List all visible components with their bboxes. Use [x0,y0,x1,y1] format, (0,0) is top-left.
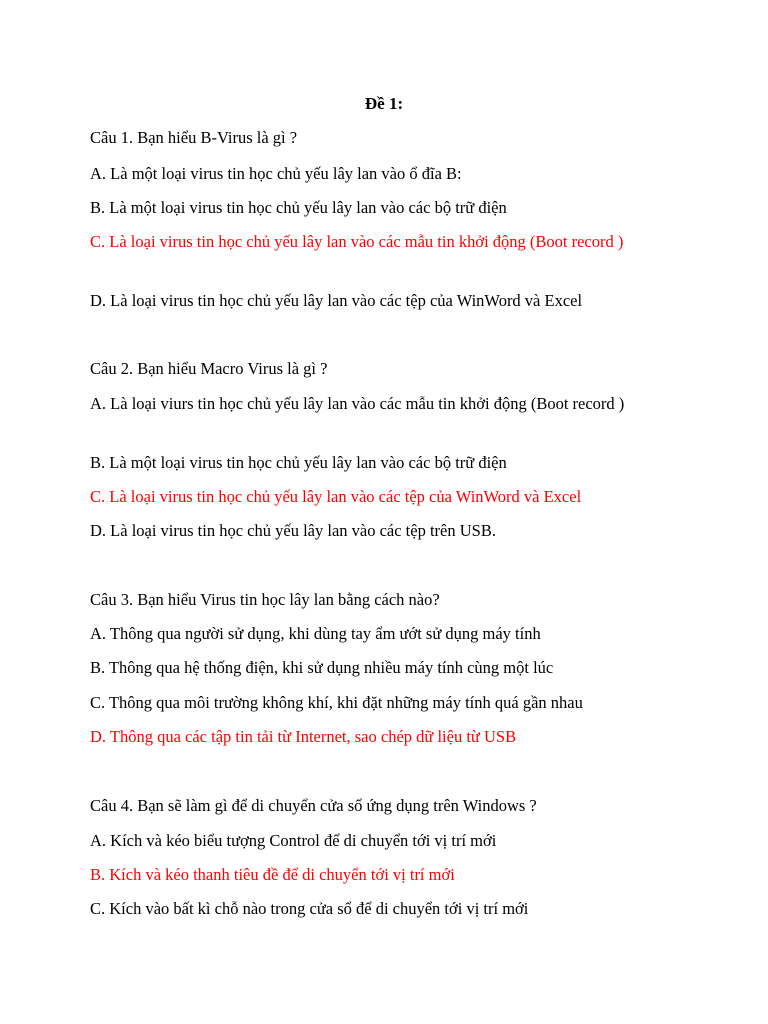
question-2-option-c-correct: C. Là loại virus tin học chủ yếu lây lan vào các tệp của WinWord và Excel [90,487,582,506]
question-3-text: Câu 3. Bạn hiểu Virus tin học lây lan bằng cách nào? [90,590,440,609]
question-4-option-b-correct: B. Kích và kéo thanh tiêu đề để di chuyển tới vị trí mới [90,865,455,884]
question-3-option-b: B. Thông qua hệ thống điện, khi sử dụng nhiều máy tính cùng một lúc [90,658,554,677]
question-4-option-a: A. Kích và kéo biểu tượng Control để di chuyển tới vị trí mới [90,831,497,850]
question-1-option-a: A. Là một loại virus tin học chủ yếu lây lan vào ổ đĩa B: [90,164,462,183]
question-2-option-d: D. Là loại virus tin học chủ yếu lây lan vào các tệp trên USB. [90,521,496,540]
question-2-option-a: A. Là loại viurs tin học chủ yếu lây lan vào các mẫu tin khởi động (Boot record ) [90,394,625,413]
question-4-text: Câu 4. Bạn sẽ làm gì để di chuyển cửa sổ ứng dụng trên Windows ? [90,796,537,815]
question-2-option-b: B. Là một loại virus tin học chủ yếu lây lan vào các bộ trữ điện [90,453,507,472]
question-1-option-b: B. Là một loại virus tin học chủ yếu lây lan vào các bộ trữ điện [90,198,507,217]
question-1-option-c-correct: C. Là loại virus tin học chủ yếu lây lan vào các mẫu tin khởi động (Boot record ) [90,232,624,251]
question-1-option-d: D. Là loại virus tin học chủ yếu lây lan vào các tệp của WinWord và Excel [90,291,583,310]
exam-title: Đề 1: [364,94,404,113]
question-3-option-a: A. Thông qua người sử dụng, khi dùng tay ẩm ướt sử dụng máy tính [90,624,541,643]
question-4-option-c: C. Kích vào bất kì chỗ nào trong cửa sổ để di chuyển tới vị trí mới [90,899,529,918]
question-1-text: Câu 1. Bạn hiểu B-Virus là gì ? [90,128,298,147]
question-3-option-d-correct: D. Thông qua các tập tin tải từ Internet, sao chép dữ liệu từ USB [90,727,517,746]
question-3-option-c: C. Thông qua môi trường không khí, khi đặt những máy tính quá gần nhau [90,693,583,712]
question-2-text: Câu 2. Bạn hiểu Macro Virus là gì ? [90,359,328,378]
